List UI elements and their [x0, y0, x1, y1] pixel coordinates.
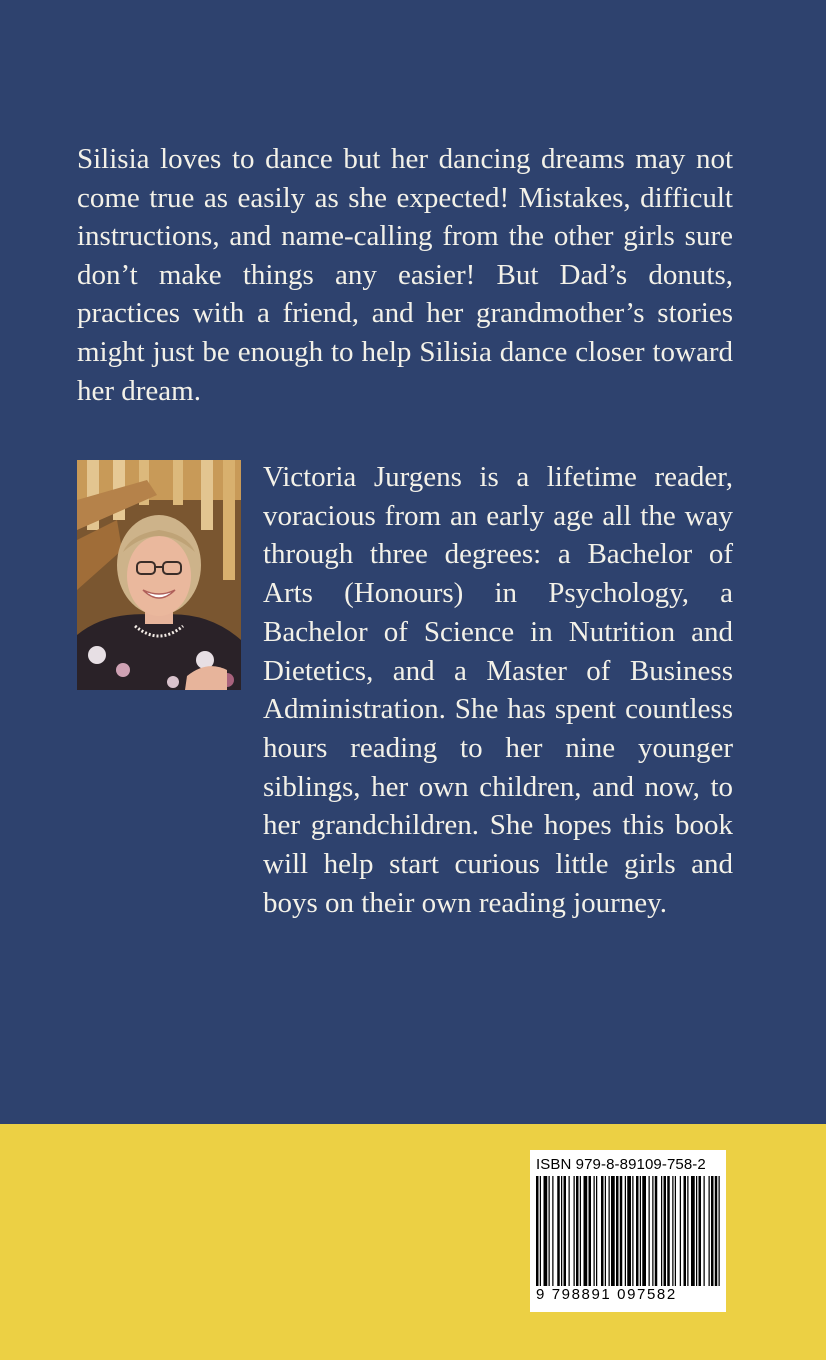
- barcode-bar: [627, 1176, 631, 1286]
- barcode-bar: [564, 1176, 567, 1286]
- barcode-bar: [611, 1176, 615, 1286]
- barcode-bar: [642, 1176, 646, 1286]
- barcode-bar: [684, 1176, 687, 1286]
- barcode-bar: [569, 1176, 570, 1286]
- barcode-bar: [675, 1176, 676, 1286]
- barcode-digits: 9 798891 097582: [536, 1286, 677, 1303]
- isbn-label: ISBN 979-8-89109-758-2: [536, 1156, 706, 1173]
- barcode-bar: [552, 1176, 553, 1286]
- barcode-bar: [561, 1176, 562, 1286]
- barcode-bar: [649, 1176, 650, 1286]
- barcode-bar: [661, 1176, 662, 1286]
- barcode-bar: [664, 1176, 667, 1286]
- isbn-barcode: [530, 1150, 726, 1312]
- barcode-bar: [667, 1176, 670, 1286]
- barcode-bar: [625, 1176, 626, 1286]
- barcode-bar: [652, 1176, 653, 1286]
- barcode-bar: [580, 1176, 581, 1286]
- barcode-bar: [596, 1176, 597, 1286]
- barcode-bar: [632, 1176, 633, 1286]
- barcode-bar: [549, 1176, 550, 1286]
- barcode-bar: [691, 1176, 695, 1286]
- barcode-bar: [620, 1176, 623, 1286]
- barcode-bar: [655, 1176, 658, 1286]
- author-photo: [77, 460, 241, 690]
- barcode-bar: [589, 1176, 592, 1286]
- barcode-bars: [536, 1176, 720, 1286]
- barcode-bar: [699, 1176, 702, 1286]
- barcode-bar: [640, 1176, 641, 1286]
- barcode-bar: [544, 1176, 548, 1286]
- barcode-bar: [616, 1176, 619, 1286]
- barcode-bar: [636, 1176, 639, 1286]
- barcode-bar: [680, 1176, 681, 1286]
- barcode-bar: [574, 1176, 575, 1286]
- barcode-bar: [696, 1176, 697, 1286]
- barcode-bar: [715, 1176, 718, 1286]
- barcode-bar: [609, 1176, 610, 1286]
- barcode-bar: [709, 1176, 710, 1286]
- author-portrait-image: [77, 460, 241, 690]
- barcode-bar: [672, 1176, 673, 1286]
- barcode-bar: [711, 1176, 714, 1286]
- barcode-bar: [601, 1176, 604, 1286]
- barcode-bar: [687, 1176, 688, 1286]
- barcode-bar: [605, 1176, 606, 1286]
- barcode-bar: [557, 1176, 560, 1286]
- barcode-bar: [594, 1176, 595, 1286]
- barcode-bar: [719, 1176, 720, 1286]
- author-bio: Victoria Jurgens is a lifetime reader, voracious from an early age all the way through three degrees: a Bachelor of Arts (Honours) in Psychology, a Bachelor of Science in Nutrition and Dietetics, and a Master of Business Administration. She has spent countless hours reading to her nine younger siblings, her own children, and now, to her grandchildren. She hopes this book will help start curious little girls and boys on their own reading journey.: [263, 461, 733, 919]
- barcode-bar: [536, 1176, 539, 1286]
- barcode-bar: [576, 1176, 579, 1286]
- barcode-bar: [704, 1176, 705, 1286]
- book-blurb: Silisia loves to dance but her dancing dreams may not come true as easily as she expected! Mistakes, difficult instructions, and name-calling from the other girls sure don’t make things any easier! But Dad’s donuts, practices with a friend, and her grandmother’s stories might just be enough to help Silisia dance closer toward her dream.: [77, 143, 733, 407]
- barcode-bar: [584, 1176, 588, 1286]
- barcode-bar: [540, 1176, 541, 1286]
